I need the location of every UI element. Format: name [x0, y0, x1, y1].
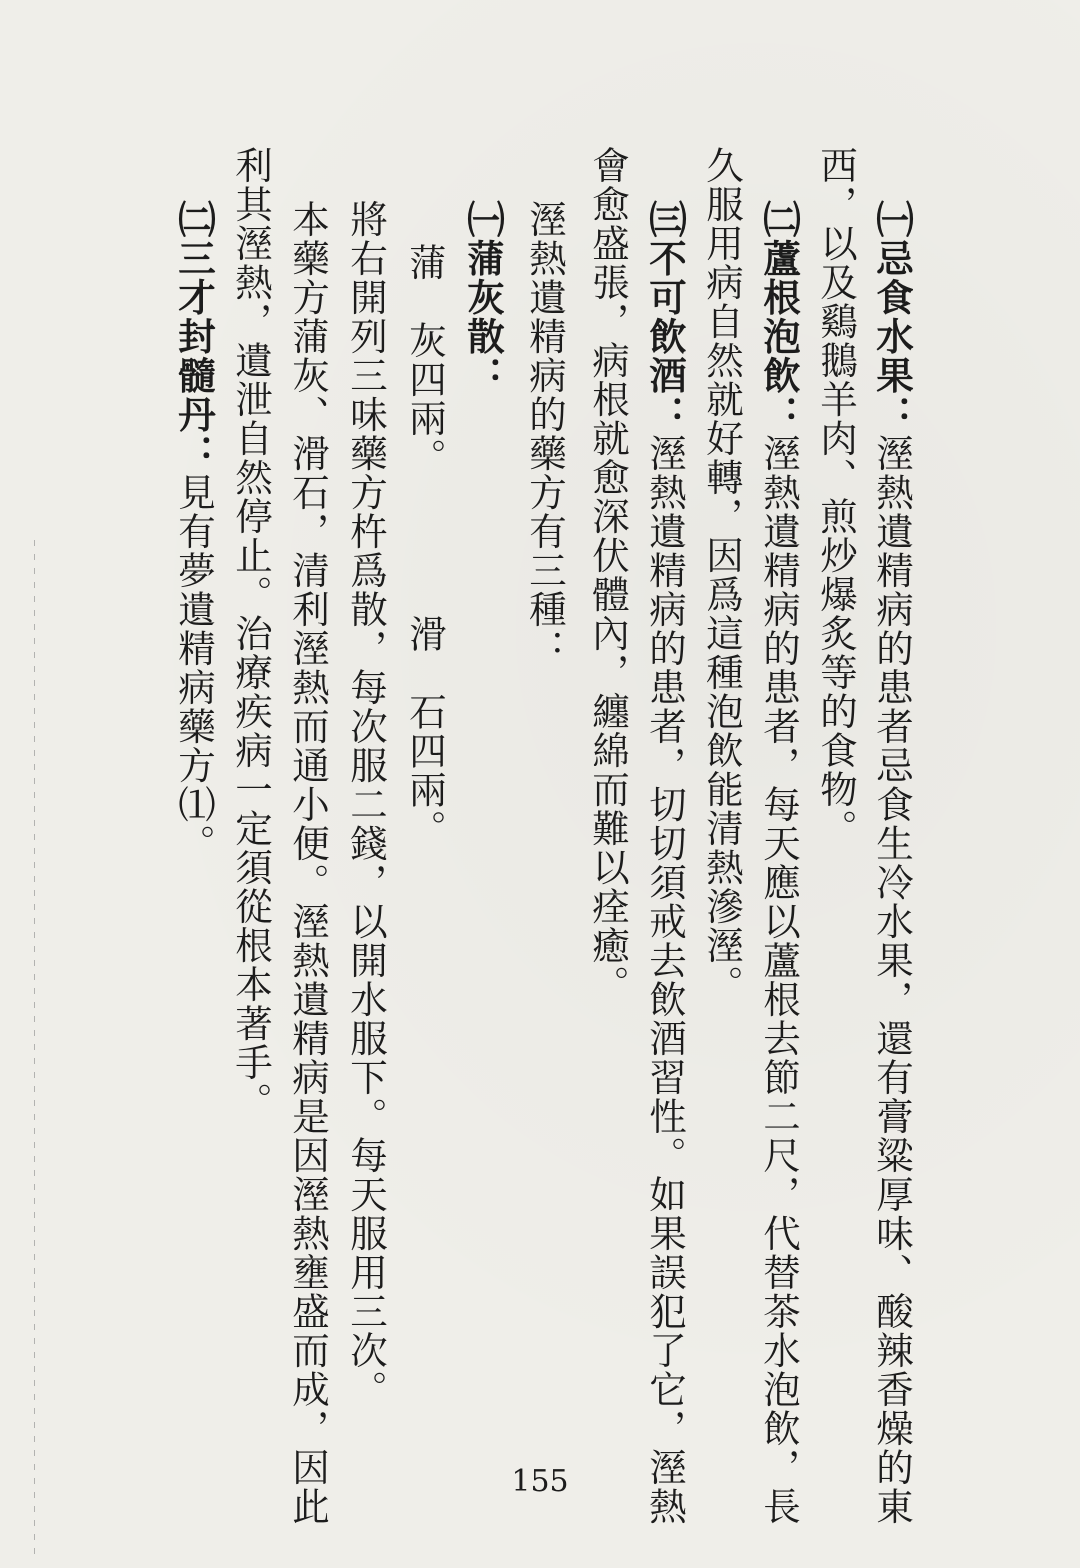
- column-text: 本藥方蒲灰、滑石，清利溼熱而通小便。溼熱遺精病是因溼熱壅盛而成，因此: [286, 200, 330, 1526]
- ingredient-list: 蒲 灰四兩。 滑 石四兩。: [403, 243, 447, 849]
- text-column-11: [286, 200, 330, 1526]
- heading-sancai-fengsui-dan: ㈡三才封髓丹：: [172, 200, 216, 473]
- column-text: 溼熱遺精病的患者，每天應以蘆根去節二尺，代替茶水泡飲，長: [757, 434, 801, 1526]
- column-text: 見有夢遺精病藥方⑴。: [172, 473, 216, 863]
- text-column-8: [461, 200, 505, 395]
- text-column-13: [172, 200, 216, 863]
- text-column-10: [344, 200, 388, 1409]
- text-column-12: [229, 146, 273, 1121]
- column-text: 溼熱遺精病的藥方有三種：: [523, 200, 567, 668]
- heading-no-alcohol: ㈢不可飲酒：: [643, 200, 687, 434]
- page-number: 155: [511, 1464, 569, 1499]
- text-column-3: [757, 200, 801, 1526]
- heading-puhui-powder: ㈠蒲灰散：: [461, 200, 505, 395]
- column-text: 久服用病自然就好轉，因爲這種泡飲能清熱滲溼。: [700, 146, 744, 1004]
- column-text: 將右開列三味藥方杵爲散，每次服二錢，以開水服下。每天服用三次。: [344, 200, 388, 1409]
- heading-avoid-fruit: ㈠忌食水果：: [870, 200, 914, 434]
- page-edge-shadow: [34, 540, 35, 1560]
- column-text: 溼熱遺精病的患者忌食生冷水果，還有膏粱厚味、酸辣香燥的東: [870, 434, 914, 1526]
- text-column-2: [814, 146, 858, 848]
- column-text: 西，以及鷄鵝羊肉、煎炒爆炙等的食物。: [814, 146, 858, 848]
- text-column-1: [870, 200, 914, 1526]
- text-column-7: [523, 200, 567, 668]
- text-column-9: [403, 243, 447, 848]
- text-column-6: [586, 146, 630, 1004]
- column-text: 溼熱遺精病的患者，切切須戒去飲酒習性。如果誤犯了它，溼熱: [643, 434, 687, 1526]
- heading-reed-root-drink: ㈡蘆根泡飲：: [757, 200, 801, 434]
- column-text: 會愈盛張，病根就愈深伏體內，纏綿而難以痊癒。: [586, 146, 630, 1004]
- text-column-5: [643, 200, 687, 1526]
- text-column-4: [700, 146, 744, 1004]
- column-text: 利其溼熱，遺泄自然停止。治療疾病一定須從根本著手。: [229, 146, 273, 1121]
